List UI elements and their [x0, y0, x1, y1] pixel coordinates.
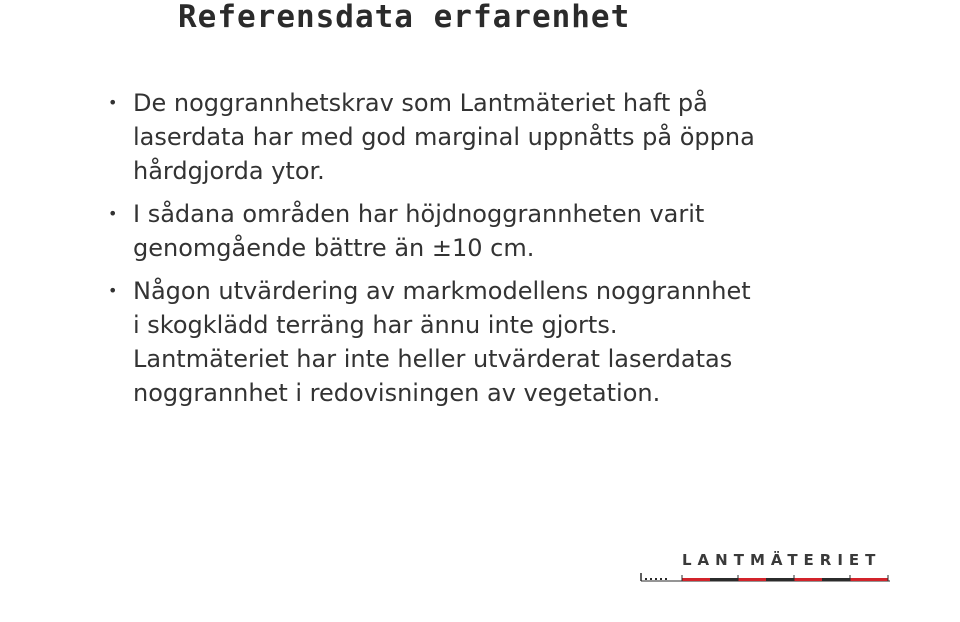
logo-wordmark: LANTMÄTERIET — [682, 551, 882, 569]
bullet-line: De noggrannhetskrav som Lantmäteriet haft på — [133, 89, 708, 117]
bullet-line: hårdgjorda ytor. — [133, 157, 325, 185]
bullet-line: Någon utvärdering av markmodellens noggrannhet — [133, 277, 751, 305]
bullet-dot-icon: • — [108, 93, 118, 112]
bullet-item — [108, 86, 928, 188]
bullet-dot-icon: • — [108, 204, 118, 223]
bullet-item — [108, 197, 928, 265]
bullet-line: genomgående bättre än ±10 cm. — [133, 234, 535, 262]
logo-scale-bar-icon — [640, 572, 890, 582]
bullet-dot-icon: • — [108, 281, 118, 300]
bullet-line: i skogklädd terräng har ännu inte gjorts. — [133, 311, 618, 339]
bullet-line: noggrannhet i redovisningen av vegetation. — [133, 379, 661, 407]
bullet-line: I sådana områden har höjdnoggrannheten varit — [133, 200, 705, 228]
slide-title: Referensdata erfarenhet — [178, 0, 631, 35]
bullet-list — [108, 86, 928, 419]
bullet-item — [108, 274, 928, 410]
bullet-line: Lantmäteriet har inte heller utvärderat laserdatas — [133, 345, 733, 373]
lantmateriet-logo — [640, 548, 895, 584]
bullet-line: laserdata har med god marginal uppnåtts på öppna — [133, 123, 755, 151]
